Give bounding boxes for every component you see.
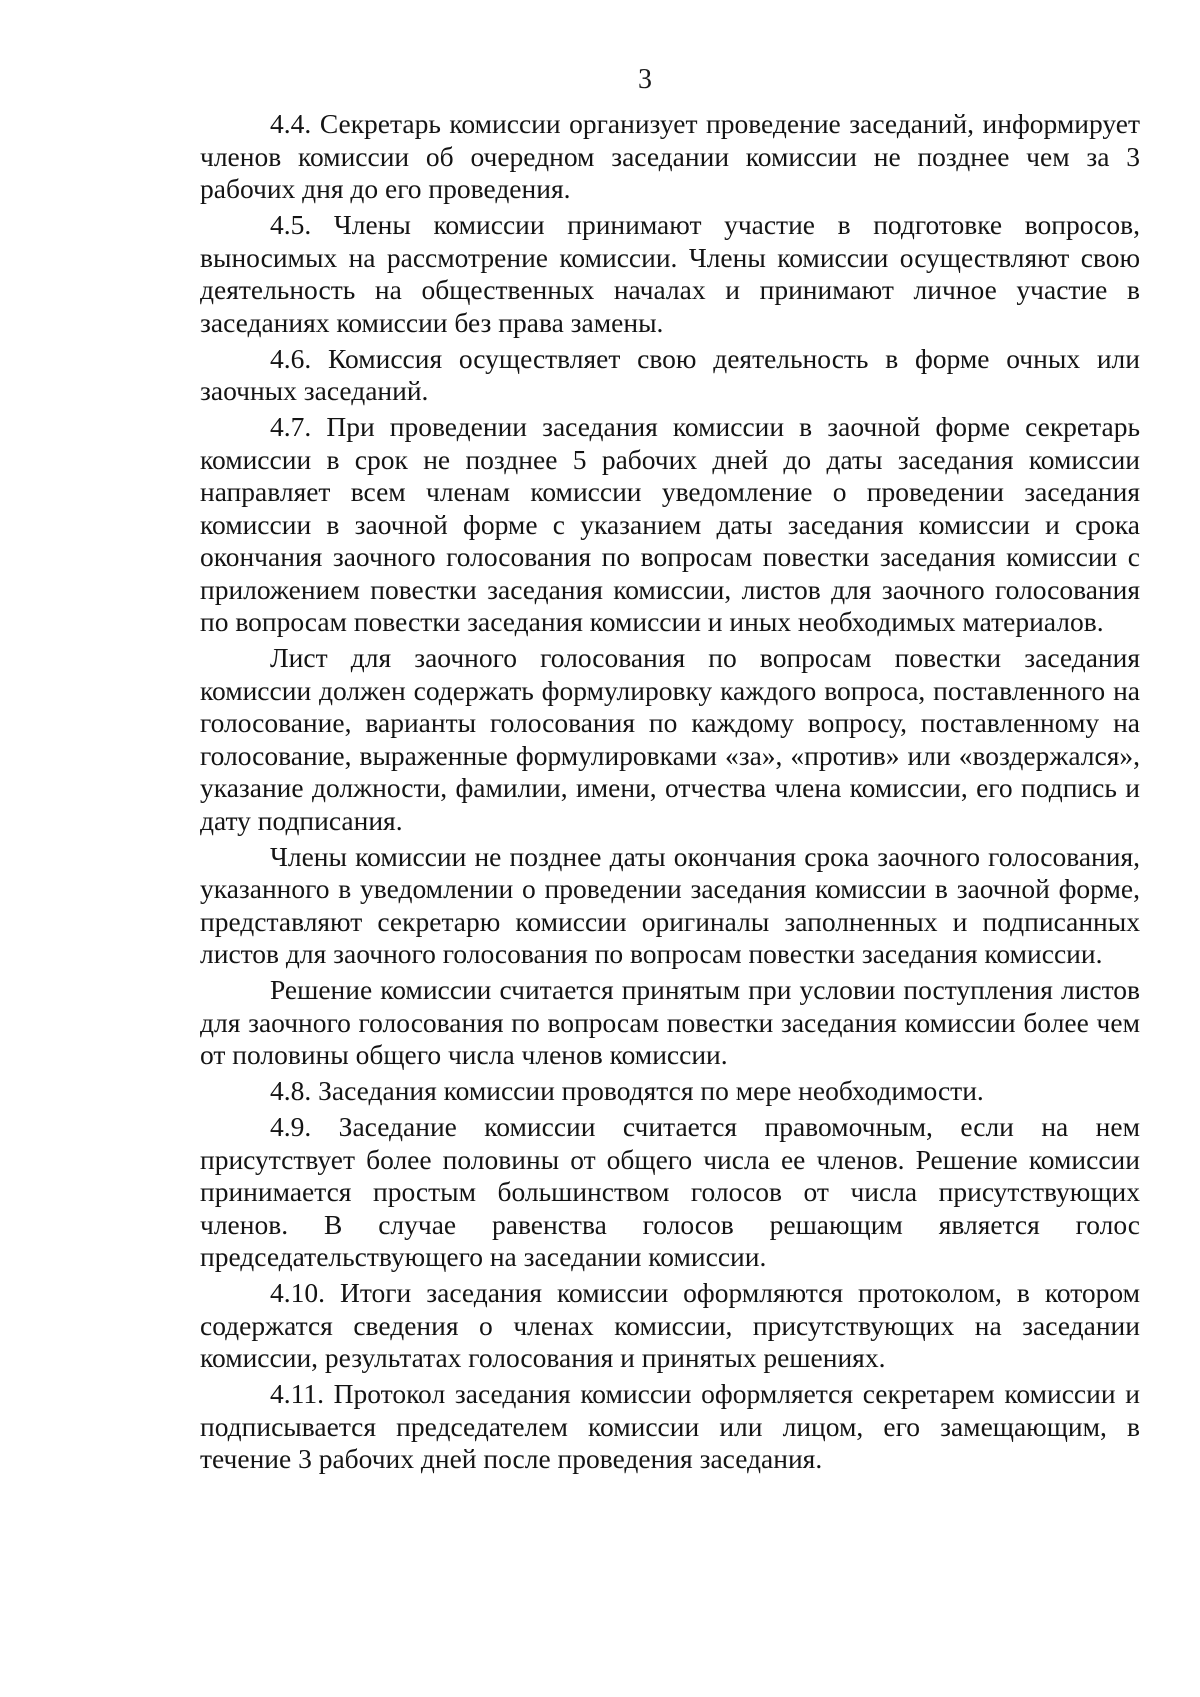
paragraph-4-6: 4.6. Комиссия осуществляет свою деятельность в форме очных или заочных заседаний. (200, 342, 1140, 406)
paragraph-4-7: 4.7. При проведении заседания комиссии в заочной форме секретарь комиссии в срок не позднее 5 рабочих дней до даты заседания комиссии направляет всем членам комиссии уведомление о проведении заседания комиссии в заочной форме с указанием даты заседания комиссии и срока окончания заочного голосования по вопросам повестки заседания комиссии с приложением повестки заседания комиссии, листов для заочного голосования по вопросам повестки заседания комиссии и иных необходимых материалов. (200, 411, 1140, 637)
paragraph-4-10: 4.10. Итоги заседания комиссии оформляются протоколом, в котором содержатся сведения о членах комиссии, присутствующих на заседании комиссии, результатах голосования и принятых решениях. (200, 1277, 1140, 1373)
paragraph-decision-accepted: Решение комиссии считается принятым при условии поступления листов для заочного голосования по вопросам повестки заседания комиссии более чем от половины общего числа членов комиссии. (200, 974, 1140, 1070)
paragraph-4-9: 4.9. Заседание комиссии считается правомочным, если на нем присутствует более половины от общего числа ее членов. Решение комиссии принимается простым большинством голосов от числа присутствующих членов. В случае равенства голосов решающим является голос председательствующего на заседании комиссии. (200, 1111, 1140, 1272)
page-number: 3 (638, 64, 652, 95)
paragraph-4-11: 4.11. Протокол заседания комиссии оформляется секретарем комиссии и подписывается председателем комиссии или лицом, его замещающим, в течение 3 рабочих дней после проведения заседания. (200, 1378, 1140, 1474)
document-body (200, 108, 1140, 1479)
paragraph-4-8: 4.8. Заседания комиссии проводятся по мере необходимости. (270, 1075, 984, 1106)
paragraph-4-5: 4.5. Члены комиссии принимают участие в подготовке вопросов, выносимых на рассмотрение комиссии. Члены комиссии осуществляют свою деятельность на общественных началах и принимают личное участие в заседаниях комиссии без права замены. (200, 209, 1140, 338)
paragraph-members-submit: Члены комиссии не позднее даты окончания срока заочного голосования, указанного в уведомлении о проведении заседания комиссии в заочной форме, представляют секретарю комиссии оригиналы заполненных и подписанных листов для заочного голосования по вопросам повестки заседания комиссии. (200, 840, 1140, 969)
paragraph-voting-sheet: Лист для заочного голосования по вопросам повестки заседания комиссии должен содержать формулировку каждого вопроса, поставленного на голосование, варианты голосования по каждому вопросу, поставленному на голосование, выраженные формулировками «за», «против» или «воздержался», указание должности, фамилии, имени, отчества члена комиссии, его подпись и дату подписания. (200, 642, 1140, 836)
paragraph-4-4: 4.4. Секретарь комиссии организует проведение заседаний, информирует членов комиссии об очередном заседании комиссии не позднее чем за 3 рабочих дня до его проведения. (200, 108, 1140, 204)
